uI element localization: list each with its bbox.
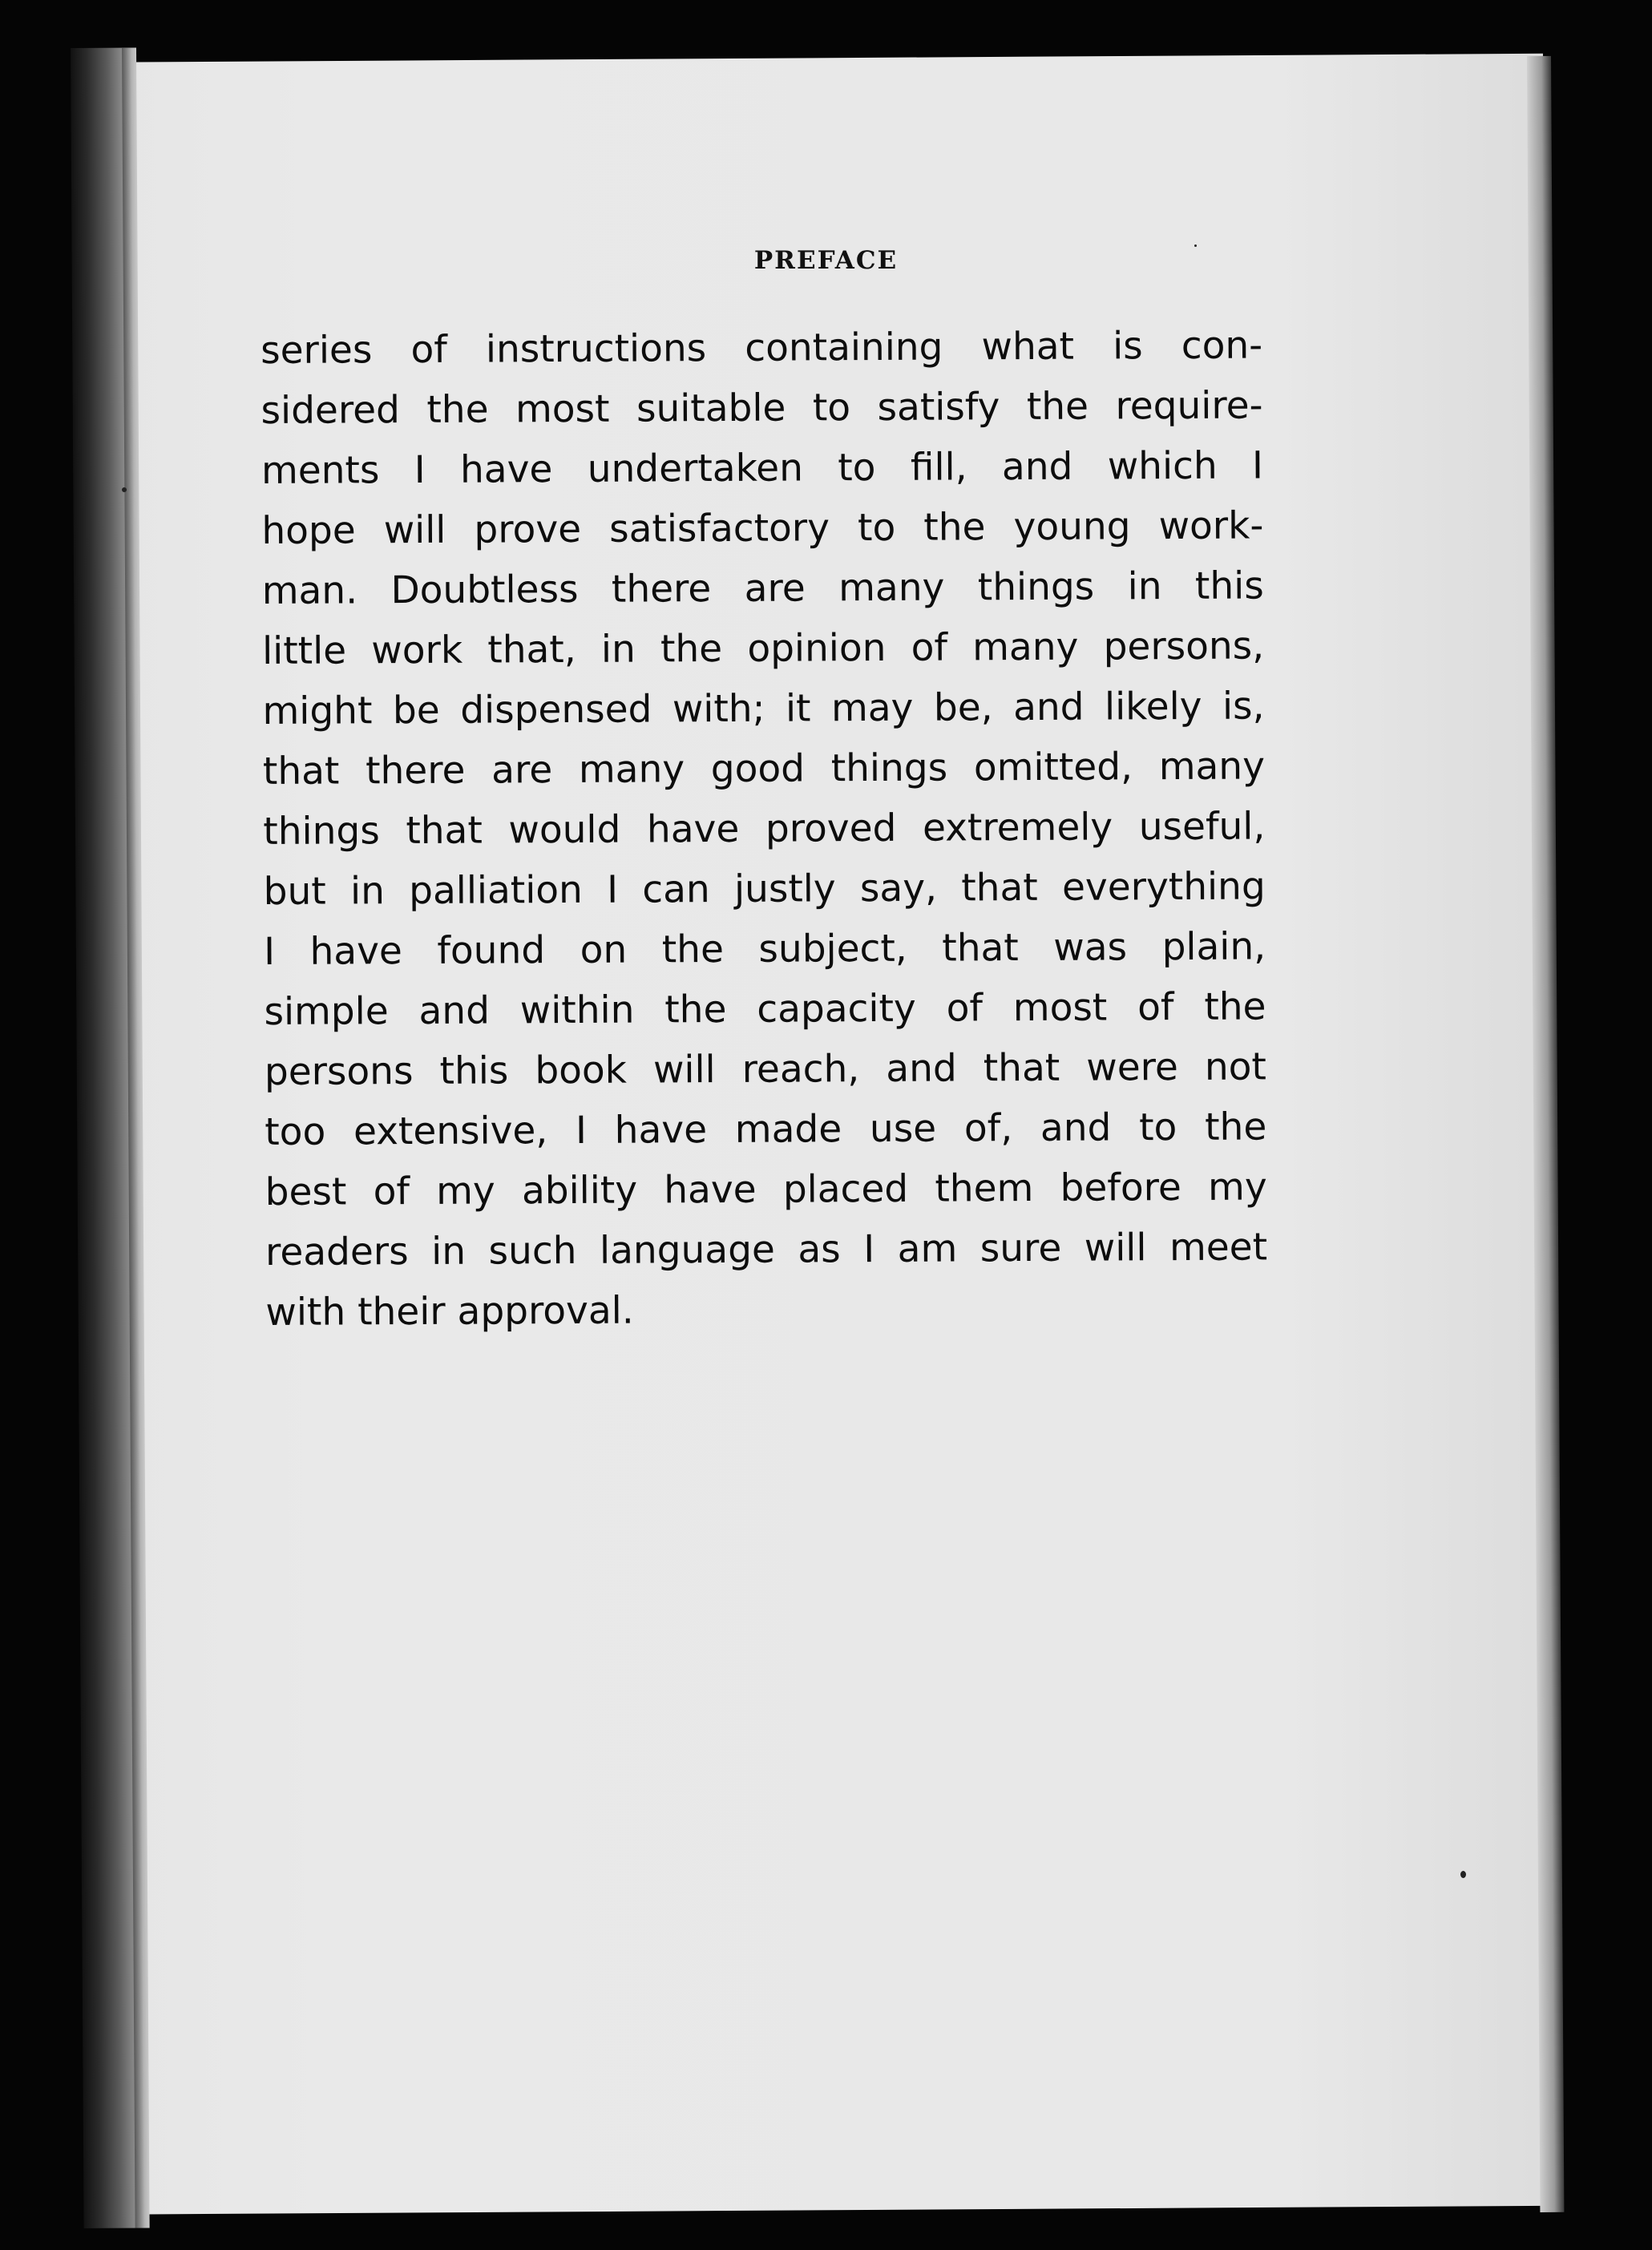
text-line: I have found on the subject, that was plain, [263,924,1266,974]
text-line: readers in such language as I am sure will meet [265,1225,1268,1274]
text-line: man. Doubtless there are many things in this [261,564,1264,613]
text-line: that there are many good things omitted, many [262,744,1266,794]
scan-speck [1460,1871,1466,1878]
text-line: things that would have proved extremely useful, [263,804,1266,854]
text-line: series of instructions containing what is con- [261,323,1263,373]
text-line: sidered the most suitable to satisfy the require- [261,383,1263,433]
preface-body-text [261,315,1268,1343]
text-line: but in palliation I can justly say, that everything [263,864,1266,914]
scan-speck [122,487,127,492]
running-head: PREFACE [753,246,899,275]
text-line: simple and within the capacity of most of the [264,984,1266,1034]
text-line: hope will prove satisfactory to the young work- [261,503,1264,553]
text-line: little work that, in the opinion of many persons, [262,624,1265,673]
text-line: best of my ability have placed them before my [265,1165,1267,1214]
text-line: too extensive, I have made use of, and to the [265,1105,1267,1154]
text-line: with their approval. [265,1288,634,1335]
text-line: might be dispensed with; it may be, and likely is, [262,684,1265,733]
text-line: persons this book will reach, and that were not [264,1044,1267,1094]
text-line: ments I have undertaken to fill, and which I [261,443,1264,493]
